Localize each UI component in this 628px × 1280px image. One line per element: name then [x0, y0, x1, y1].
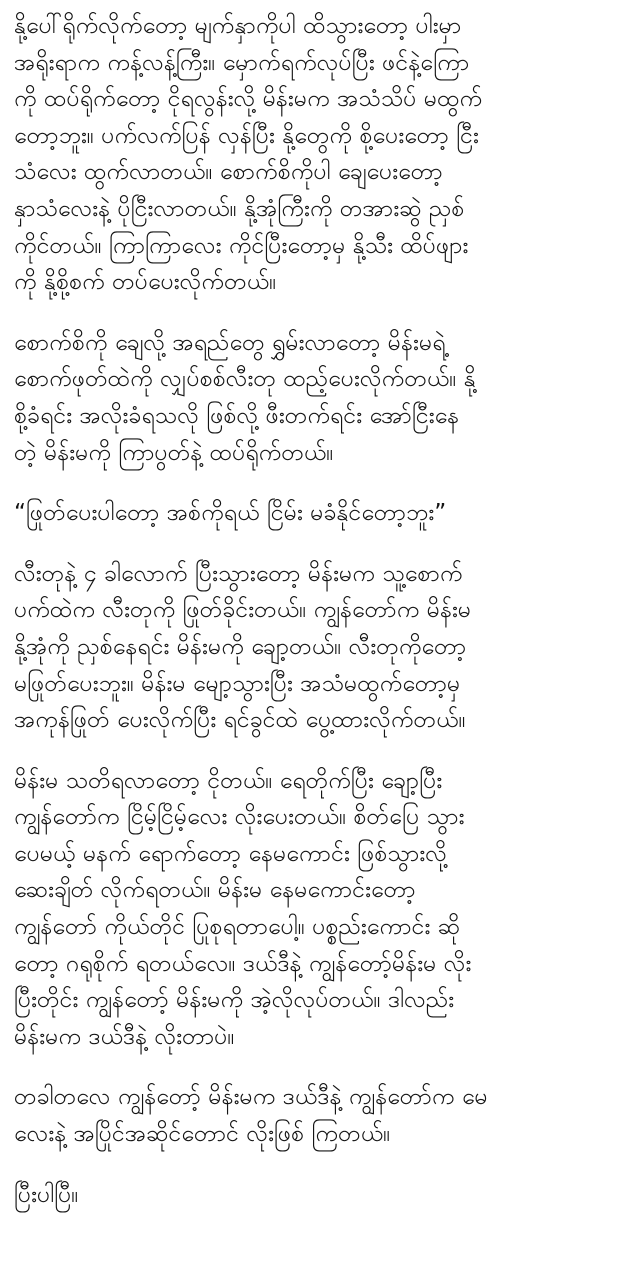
text-line: မဖြုတ်ပေးဘူး။ မိန်းမ မျော့သွားပြီး အသံမထွက်တော့မှ [14, 669, 461, 697]
text-line: ပြီးတိုင်း ကျွန်တော့် မိန်းမကို အဲ့လိုလုပ်တယ်။ ဒါလည်း [14, 986, 455, 1014]
text-line: တော့ဘူး။ ပက်လက်ပြန် လှန်ပြီး နို့တွေကို စို့ပေးတော့ ငြီး [14, 121, 479, 149]
text-line: တော့ ဂရုစိုက် ရတယ်လေ။ ဒယ်ဒီနဲ့ ကျွန်တော့်မိန်းမ လိုး [14, 949, 472, 977]
text-line: စောက်ဖုတ်ထဲကို လျှပ်စစ်လီးတု ထည့်ပေးလိုက်တယ်။ နို့ [14, 365, 476, 393]
paragraph-4 [14, 556, 614, 739]
text-line: နို့ပေါ်ရိုက်လိုက်တော့ မျက်နှာကိုပါ ထိသွားတော့ ပါးမှာ [14, 12, 462, 39]
text-line: မိန်းမ သတိရလာတော့ ငိုတယ်။ ရေတိုက်ပြီး ချော့ပြီး [14, 766, 443, 794]
text-line: လီးတုနဲ့ ၄ ခါလောက် ပြီးသွားတော့ မိန်းမက သူ့စောက် [14, 559, 463, 587]
paragraph-1 [14, 8, 614, 301]
text-line: စို့ခံရင်း အလိုးခံရသလို ဖြစ်လို့ ဖီးတက်ရင်း အော်ငြီးနေ [14, 401, 460, 429]
text-line: “ဖြုတ်ပေးပါတော့ အစ်ကိုရယ် ငြိမ်း မခံနိုင်တော့ဘူး” [14, 499, 447, 527]
text-line: မိန်းမက ဒယ်ဒီနဲ့ လိုးတာပဲ။ [14, 1022, 235, 1050]
text-line: အကုန်ဖြုတ် ပေးလိုက်ပြီး ရင်ခွင်ထဲ ပွေ့ထားလိုက်တယ်။ [14, 706, 466, 734]
text-line: နို့အုံကို ညှစ်နေရင်း မိန်းမကို ချော့တယ်။ လီးတုကိုတော့ [14, 632, 467, 660]
paragraph-7-ending [14, 1177, 614, 1214]
text-line: သံလေး ထွက်လာတယ်။ စောက်စိကိုပါ ချေပေးတော့ [14, 158, 443, 186]
text-line: ကို ထပ်ရိုက်တော့ ငိုရလွန်းလို့ မိန်းမက အသံသိပ် မထွက် [14, 85, 483, 113]
text-line: အရိုးရာက ကန့်လန့်ကြီး။ မှောက်ရက်လုပ်ပြီး ဖင်နဲ့ကြော [14, 48, 470, 76]
paragraph-5 [14, 763, 614, 1056]
text-line: ကို နို့စို့စက် တပ်ပေးလိုက်တယ်။ [14, 268, 277, 296]
text-line: ဆေးချိတ် လိုက်ရတယ်။ မိန်းမ နေမကောင်းတော့ [14, 876, 416, 904]
text-line: ပြီးပါပြီ။ [14, 1180, 79, 1208]
text-line: ပေမယ့် မနက် ရောက်တော့ နေမကောင်း ဖြစ်သွားလို့ [14, 839, 447, 867]
text-line: နှာသံလေးနဲ့ ပိုငြီးလာတယ်။ နို့အုံကြီးကို တအားဆွဲ ညှစ် [14, 194, 465, 222]
text-line: ပက်ထဲက လီးတုကို ဖြုတ်ခိုင်းတယ်။ ကျွန်တော်က မိန်းမ [14, 596, 472, 624]
text-line: ကျွန်တော် ကိုယ်တိုင် ပြုစုရတာပေါ့။ ပစ္စည်းကောင်း ဆို [14, 913, 461, 941]
text-line: ကိုင်တယ်။ ကြာကြာလေး ကိုင်ပြီးတော့မှ နို့သီး ထိပ်ဖျား [14, 231, 469, 259]
paragraph-3-quote [14, 495, 614, 532]
paragraph-2 [14, 325, 614, 471]
text-line: တခါတလေ ကျွန်တော့် မိန်းမက ဒယ်ဒီနဲ့ ကျွန်တော်က မေ [14, 1083, 488, 1111]
paragraph-6 [14, 1079, 614, 1152]
text-line: ကျွန်တော်က ငြိမ့်ငြိမ့်လေး လိုးပေးတယ်။ စိတ်ပြေ သွား [14, 803, 465, 831]
text-line: စောက်စိကို ချေလို့ အရည်တွေ ရွှမ်းလာတော့ မိန်းမရဲ့ [14, 328, 446, 356]
text-line: တဲ့ မိန်းမကို ကြာပွတ်နဲ့ ထပ်ရိုက်တယ်။ [14, 438, 334, 466]
text-line: လေးနဲ့ အပြိုင်အဆိုင်တောင် လိုးဖြစ် ကြတယ်။ [14, 1120, 391, 1148]
